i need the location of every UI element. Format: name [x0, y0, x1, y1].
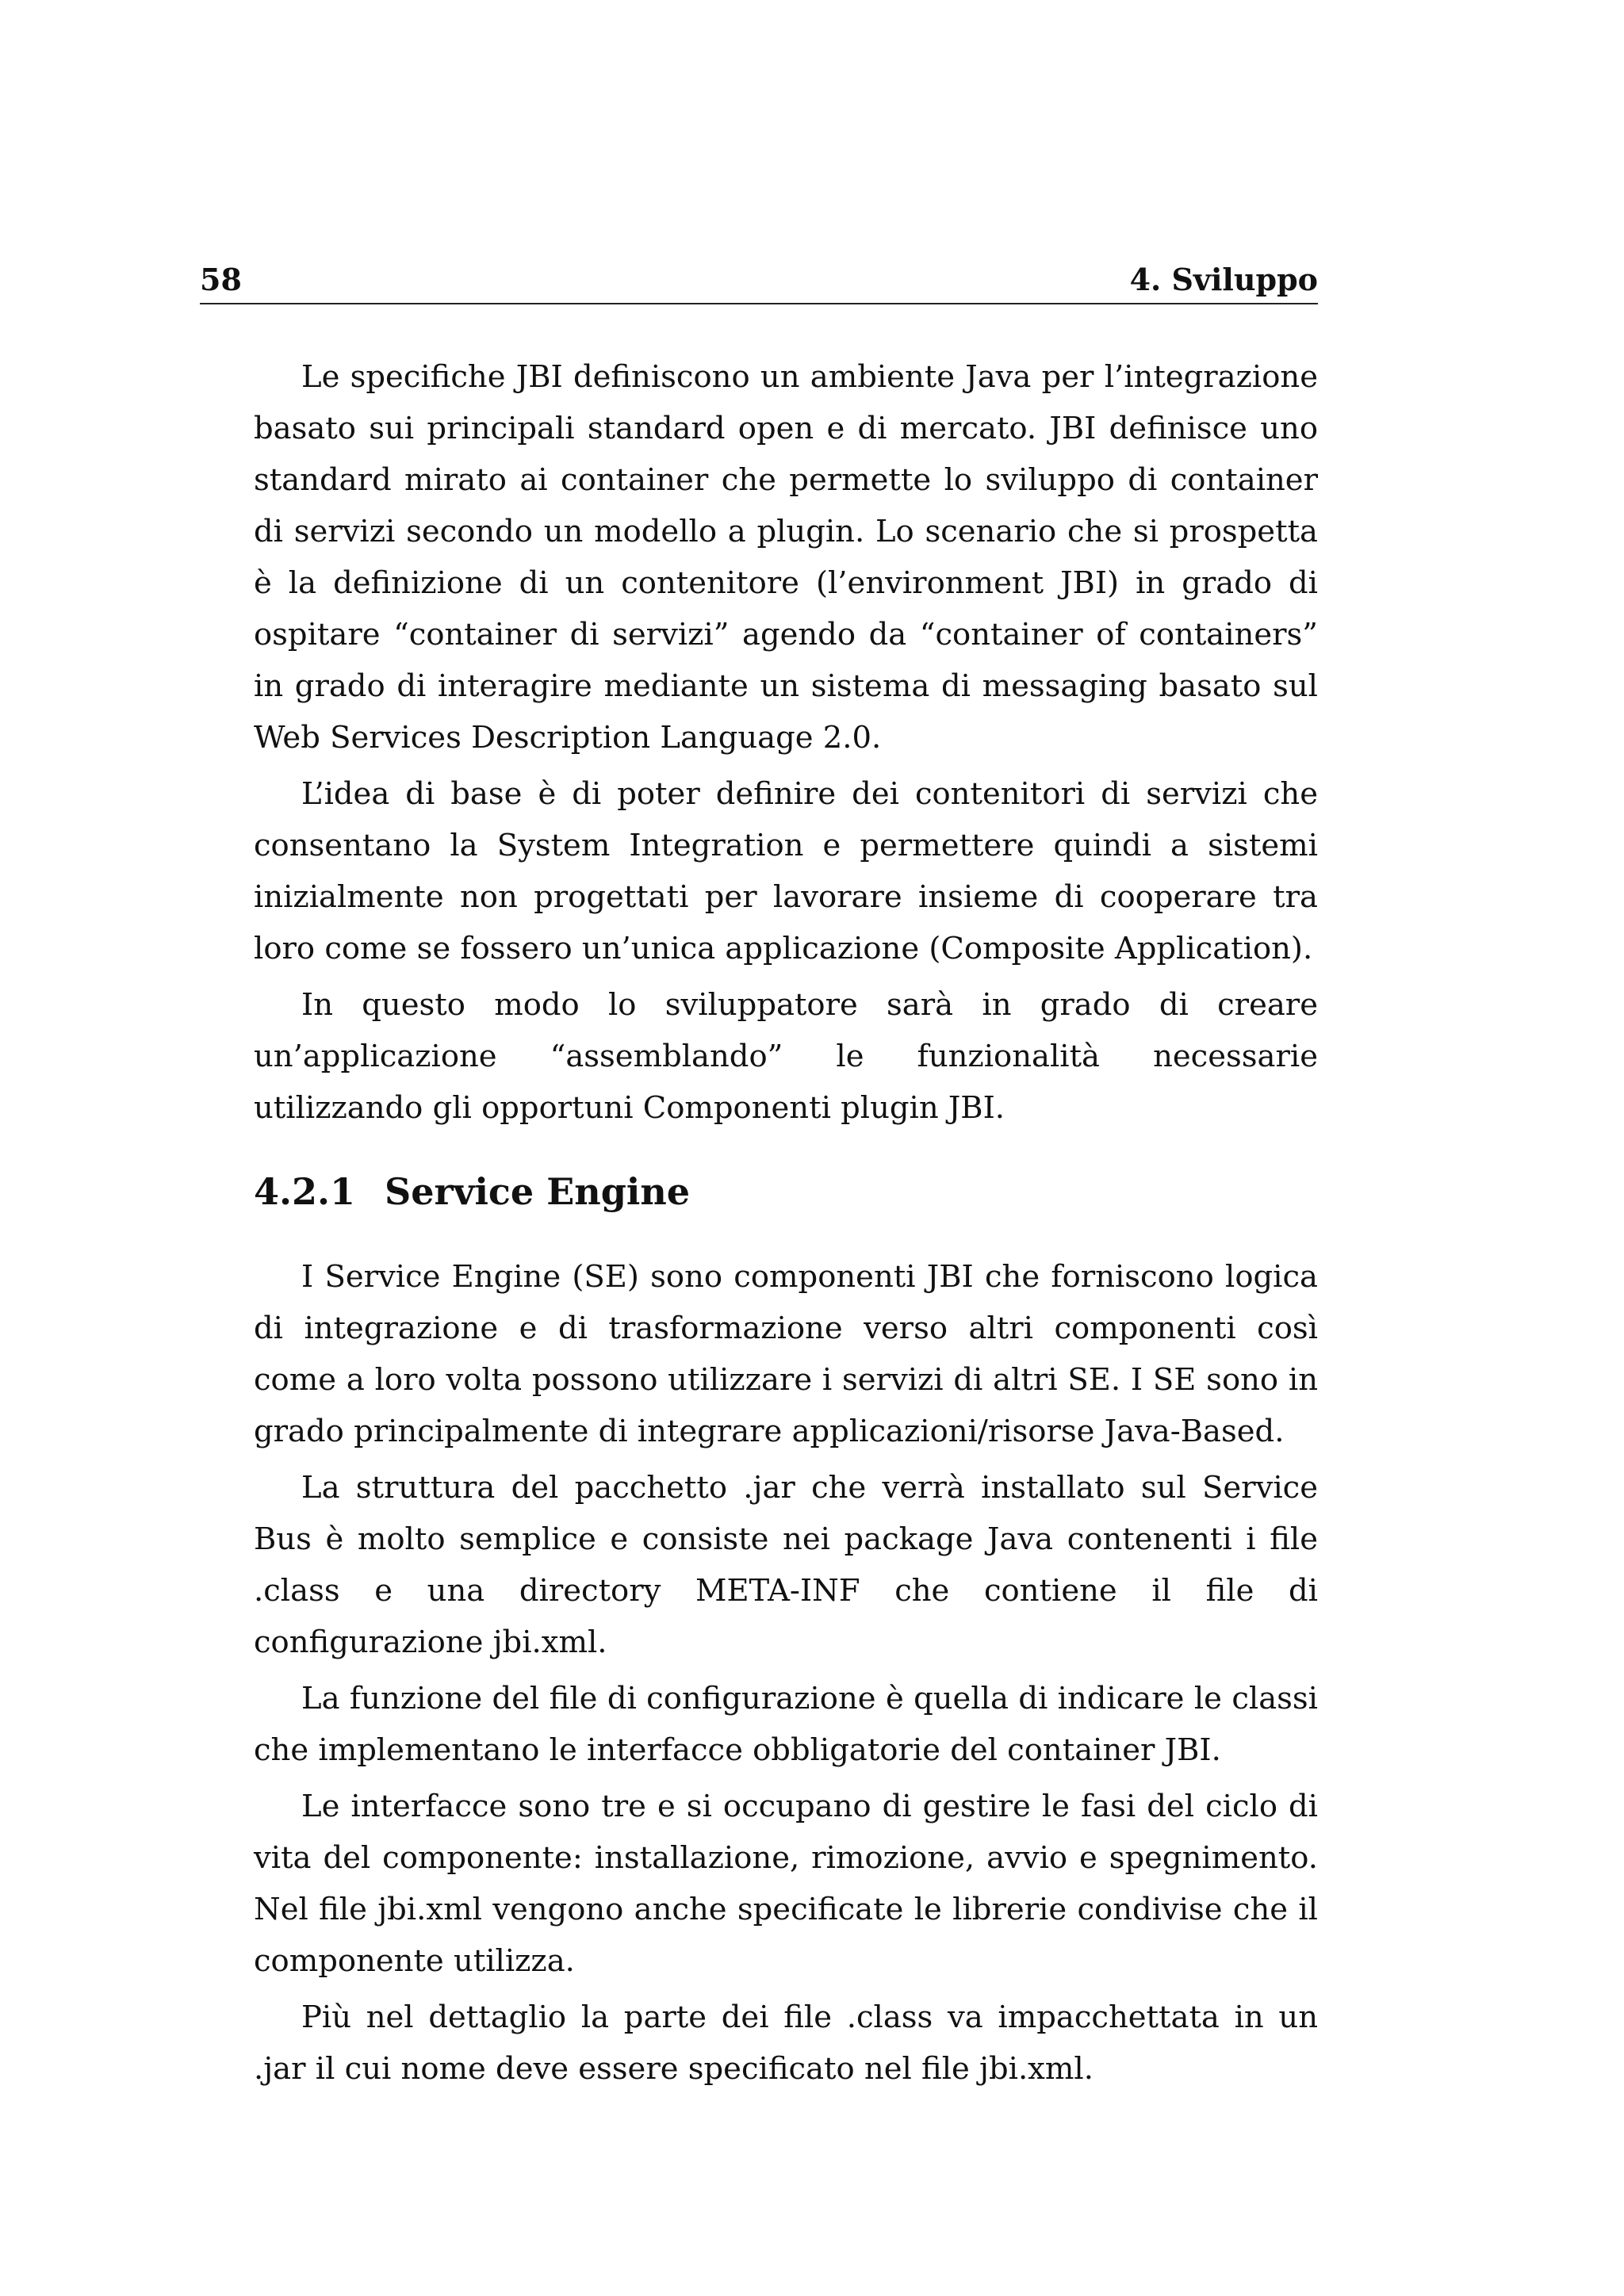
running-header: [200, 255, 1318, 304]
body-paragraph: La struttura del pacchetto .jar che verrà installato sul Service Bus è molto semplice e consiste nei package Java contenenti i file .class e una directory META-INF che contiene il file di configurazione jbi.xml.: [254, 1470, 1318, 1660]
section-number: 4.2.1: [254, 1170, 356, 1213]
section-title: Service Engine: [385, 1170, 691, 1213]
body-paragraph: Le specifiche JBI definiscono un ambiente Java per l’integrazione basato sui principali standard open e di mercato. JBI definisce uno standard mirato ai container che permette lo sviluppo di container di servizi secondo un modello a plugin. Lo scenario che si prospetta è la definizione di un contenitore (l’environment JBI) in grado di ospitare “container di servizi” agendo da “container of containers” in grado di interagire mediante un sistema di messaging basato sul Web Services Description Language 2.0.: [254, 359, 1318, 756]
body-paragraph: Le interfacce sono tre e si occupano di gestire le fasi del ciclo di vita del componente: installazione, rimozione, avvio e spegnimento. Nel file jbi.xml vengono anche specificate le librerie condivise che il componente utilizza.: [254, 1789, 1318, 1979]
chapter-title: 4. Sviluppo: [1129, 262, 1318, 297]
section-text-block: [254, 1251, 1318, 2095]
body-paragraph: I Service Engine (SE) sono componenti JBI che forniscono logica di integrazione e di trasformazione verso altri componenti così come a loro volta possono utilizzare i servizi di altri SE. I SE sono in grado principalmente di integrare applicazioni/risorse Java-Based.: [254, 1259, 1318, 1449]
page-number: 58: [200, 262, 242, 297]
body-paragraph: La funzione del file di configurazione è quella di indicare le classi che implementano le interfacce obbligatorie del container JBI.: [254, 1681, 1318, 1768]
body-paragraph: In questo modo lo sviluppatore sarà in grado di creare un’applicazione “assemblando” le funzionalità necessarie utilizzando gli opportuni Componenti plugin JBI.: [254, 987, 1318, 1126]
body-paragraph: Più nel dettaglio la parte dei file .class va impacchettata in un .jar il cui nome deve essere specificato nel file jbi.xml.: [254, 1999, 1318, 2087]
section-heading: [254, 1164, 1318, 1219]
intro-text-block: [254, 351, 1318, 1134]
body-paragraph: L’idea di base è di poter definire dei contenitori di servizi che consentano la System Integration e permettere quindi a sistemi inizialmente non progettati per lavorare insieme di cooperare tra loro come se fossero un’unica applicazione (Composite Application).: [254, 776, 1318, 966]
